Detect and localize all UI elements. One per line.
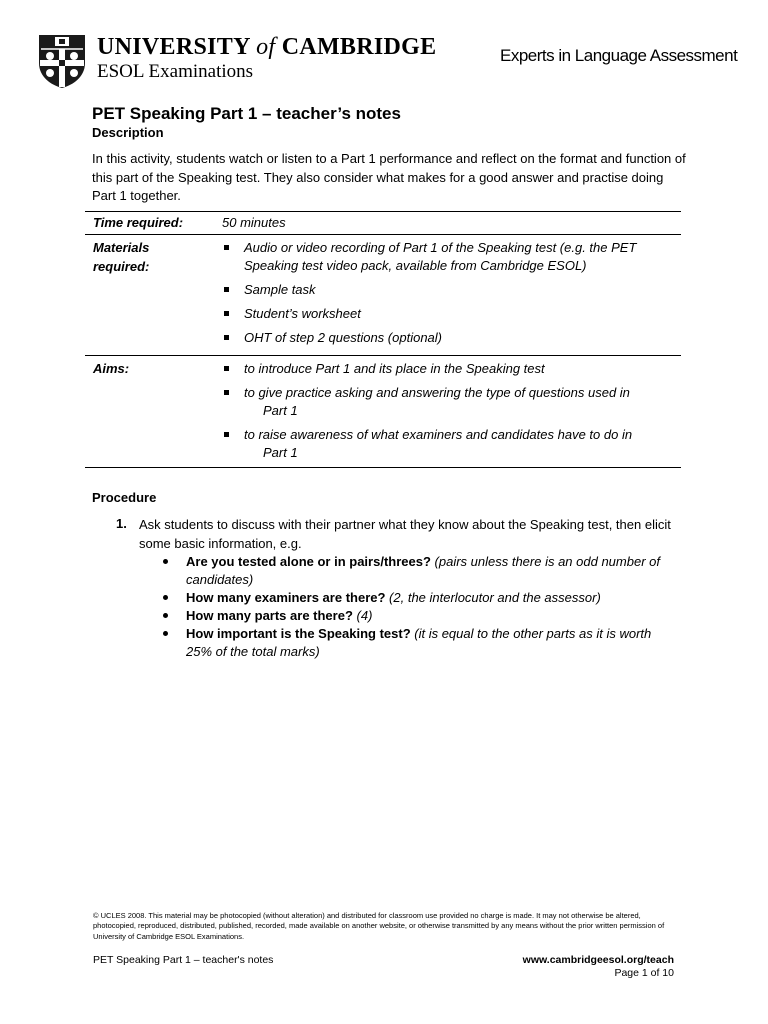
table-row-time xyxy=(85,212,681,234)
materials-list xyxy=(222,239,674,353)
time-value: 50 minutes xyxy=(222,215,286,230)
list-item: to raise awareness of what examiners and candidates have to do in Part 1 xyxy=(222,426,674,462)
time-label: Time required: xyxy=(93,215,184,230)
materials-label: Materials required: xyxy=(93,240,150,274)
list-item: Sample task xyxy=(222,281,674,299)
copyright-notice: © UCLES 2008. This material may be photocopied (without alteration) and distributed for classroom use provided no charge is made. It may not otherwise be altered, photocopied, reproduced, distributed, published, recorded, made available on another website, or otherwise transmitted by any means without the prior written permission of University of Cambridge ESOL Examinations. xyxy=(93,911,665,941)
list-item: How many parts are there? (4) xyxy=(160,607,660,625)
list-item: How many examiners are there? (2, the interlocutor and the assessor) xyxy=(160,589,660,607)
cambridge-crest-icon xyxy=(37,33,87,89)
list-item: Are you tested alone or in pairs/threes? (pairs unless there is an odd number of candidates) xyxy=(160,553,660,589)
university-name: UNIVERSITY of CAMBRIDGE xyxy=(97,34,437,60)
list-item: How important is the Speaking test? (it is equal to the other parts as it is worth 25% of the total marks) xyxy=(160,625,660,661)
list-item: Audio or video recording of Part 1 of the Speaking test (e.g. the PET Speaking test video pack, available from Cambridge ESOL) xyxy=(222,239,674,275)
page-header xyxy=(0,0,768,95)
description-text: In this activity, students watch or listen to a Part 1 performance and reflect on the format and function of this part of the Speaking test. They also consider what makes for a good answer and practise doing Part 1 together. xyxy=(92,151,686,203)
info-table xyxy=(85,211,681,468)
aims-label: Aims: xyxy=(93,361,130,376)
tagline: Experts in Language Assessment xyxy=(500,46,738,65)
footer-page-number: Page 1 of 10 xyxy=(614,967,674,979)
table-row-aims xyxy=(85,356,681,467)
page-title: PET Speaking Part 1 – teacher’s notes xyxy=(92,104,401,123)
footer-url-link[interactable]: www.cambridgeesol.org/teach xyxy=(522,954,674,966)
list-item: Student’s worksheet xyxy=(222,305,674,323)
list-item: to give practice asking and answering the type of questions used in Part 1 xyxy=(222,384,674,420)
procedure-heading: Procedure xyxy=(92,490,157,505)
esol-name: ESOL Examinations xyxy=(97,61,254,82)
step-text: Ask students to discuss with their partner what they know about the Speaking test, then elicit some basic information, e.g. xyxy=(139,517,671,551)
list-item: to introduce Part 1 and its place in the Speaking test xyxy=(222,360,674,378)
list-item: OHT of step 2 questions (optional) xyxy=(222,329,674,347)
aims-list xyxy=(222,360,674,468)
table-row-materials xyxy=(85,235,681,355)
step-number: 1. xyxy=(116,516,127,531)
description-heading: Description xyxy=(92,125,164,140)
question-list xyxy=(160,553,660,661)
footer-doc-name: PET Speaking Part 1 – teacher's notes xyxy=(93,954,274,966)
